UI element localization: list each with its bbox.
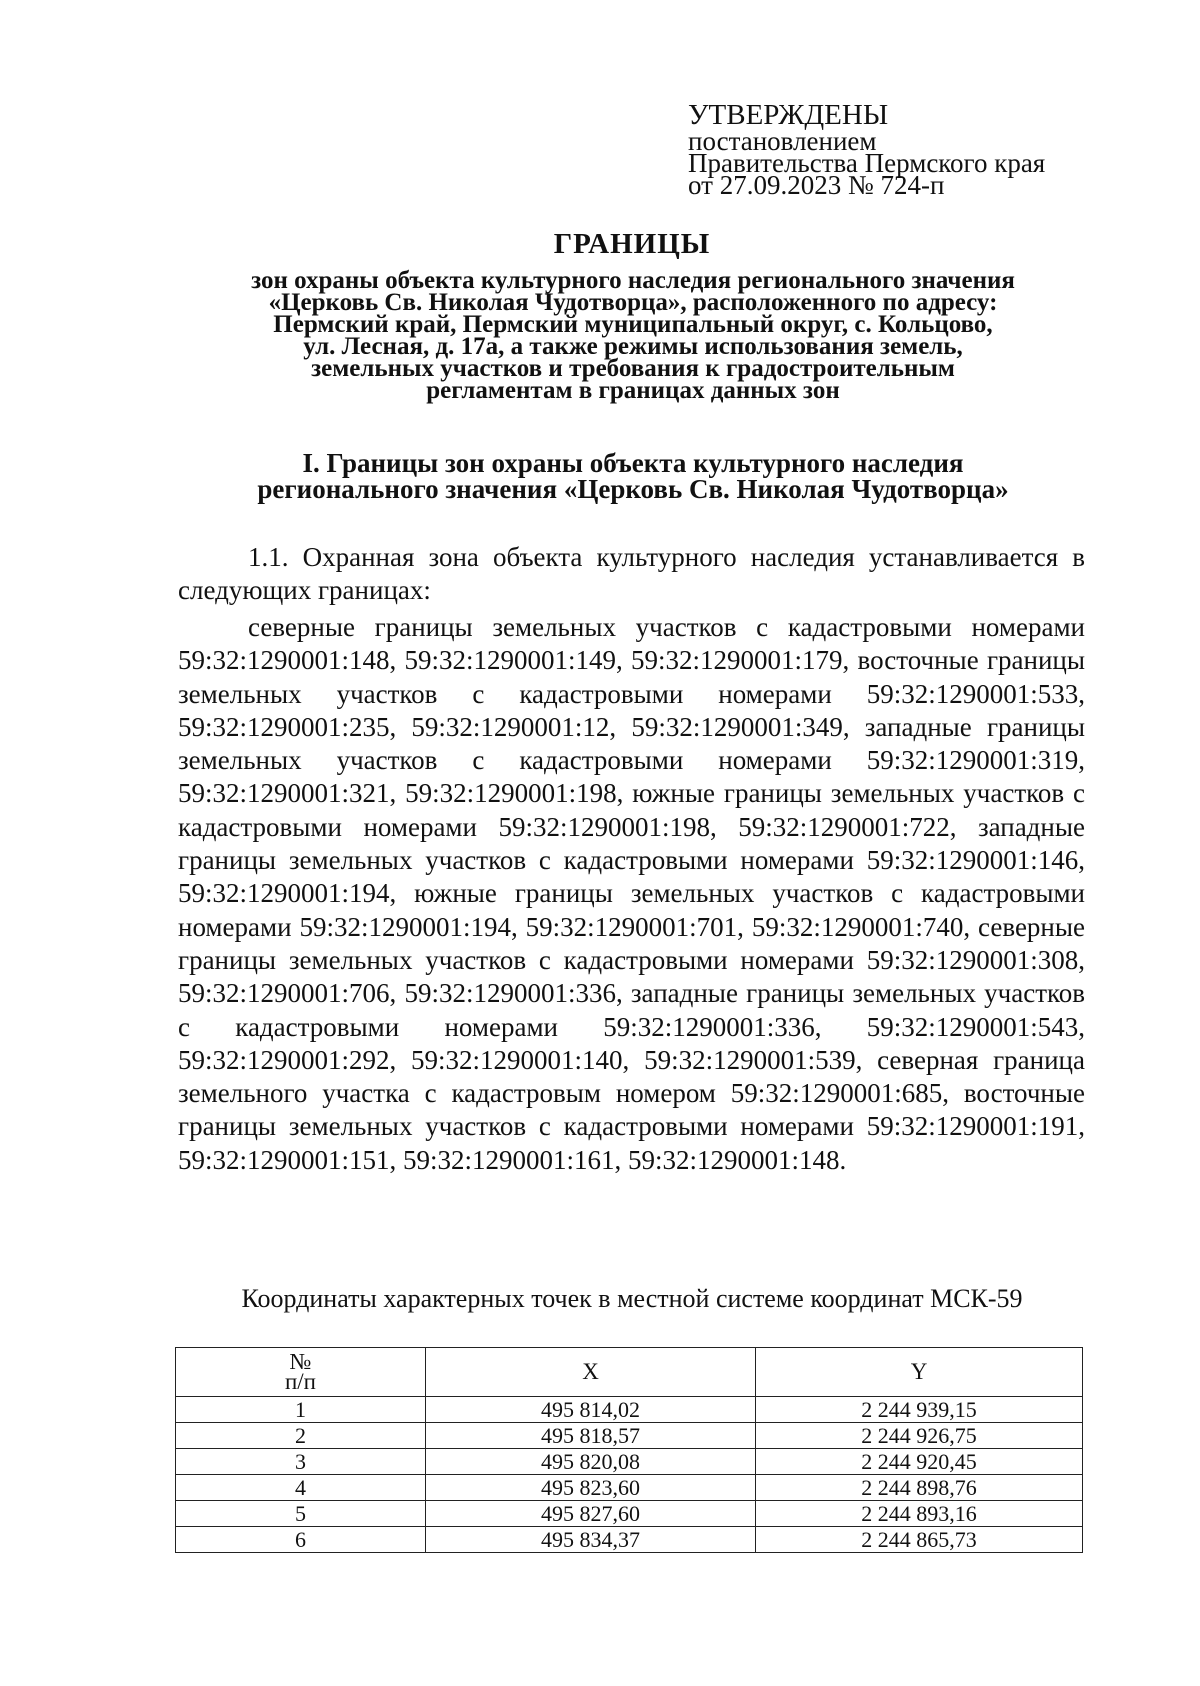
paragraph-boundaries [178, 611, 1085, 1177]
cell-x: 495 814,02 [426, 1397, 756, 1423]
table-row [176, 1423, 1083, 1449]
subtitle-line: зон охраны объекта культурного наследия регионального значения [251, 267, 1015, 294]
header-number [176, 1348, 426, 1397]
cell-y: 2 244 926,75 [756, 1423, 1083, 1449]
coordinates-table [175, 1347, 1083, 1553]
approval-line: постановлением [688, 126, 877, 156]
approval-heading: УТВЕРЖДЕНЫ [688, 99, 889, 131]
cell-y: 2 244 898,76 [756, 1475, 1083, 1501]
cell-number: 5 [176, 1501, 426, 1527]
cell-x: 495 834,37 [426, 1527, 756, 1553]
cell-y: 2 244 893,16 [756, 1501, 1083, 1527]
cell-y: 2 244 939,15 [756, 1397, 1083, 1423]
paragraph-text: северные границы земельных участков с кадастровыми номерами 59:32:1290001:148, 59:32:1290001:149, 59:32:1290001:179, восточные границы земельных участков с кадастровыми номерами 59:32:1290001:533, 59:32:1290001:235, 59:32:1290001:12, 59:32:1290001:349, западные границы земельных участков с кадастровыми номерами 59:32:1290001:319, 59:32:1290001:321, 59:32:1290001:198, южные границы земельных участков с кадастровыми номерами 59:32:1290001:198, 59:32:1290001:722, западные границы земельных участков с кадастровыми номерами 59:32:1290001:146, 59:32:1290001:194, южные границы земельных участков с кадастровыми номерами 59:32:1290001:194, 59:32:1290001:701, 59:32:1290001:740, северные границы земельных участков с кадастровыми номерами 59:32:1290001:308, 59:32:1290001:706, 59:32:1290001:336, западные границы земельных участков с кадастровыми номерами 59:32:1290001:336, 59:32:1290001:543, 59:32:1290001:292, 59:32:1290001:140, 59:32:1290001:539, северная граница земельного участка с кадастровым номером 59:32:1290001:685, восточные границы земельных участков с кадастровыми номерами 59:32:1290001:191, 59:32:1290001:151, 59:32:1290001:161, 59:32:1290001:148. [178, 612, 1085, 1175]
table-row [176, 1527, 1083, 1553]
document-title: ГРАНИЦЫ [553, 228, 711, 260]
cell-number: 2 [176, 1423, 426, 1449]
table-row [176, 1449, 1083, 1475]
cell-number: 6 [176, 1527, 426, 1553]
table-row [176, 1397, 1083, 1423]
cell-number: 1 [176, 1397, 426, 1423]
subtitle-line: земельных участков и требования к градостроительным [311, 355, 955, 382]
table-header-row [176, 1348, 1083, 1397]
paragraph-1-1 [178, 541, 1085, 608]
approval-date-number: от 27.09.2023 № 724-п [688, 170, 945, 200]
subtitle-line: ул. Лесная, д. 17а, а также режимы использования земель, [303, 333, 963, 360]
cell-x: 495 827,60 [426, 1501, 756, 1527]
table-row [176, 1501, 1083, 1527]
cell-y: 2 244 920,45 [756, 1449, 1083, 1475]
approval-line: Правительства Пермского края [688, 148, 1046, 178]
subtitle-line: Пермский край, Пермский муниципальный округ, с. Кольцово, [273, 311, 993, 338]
table-caption: Координаты характерных точек в местной системе координат МСК-59 [241, 1284, 1023, 1313]
section-heading-line: регионального значения «Церковь Св. Николая Чудотворца» [257, 474, 1009, 504]
subtitle-line: «Церковь Св. Николая Чудотворца», расположенного по адресу: [268, 289, 998, 316]
header-x: X [426, 1348, 756, 1397]
table-row [176, 1475, 1083, 1501]
cell-y: 2 244 865,73 [756, 1527, 1083, 1553]
cell-x: 495 818,57 [426, 1423, 756, 1449]
header-y: Y [756, 1348, 1083, 1397]
cell-x: 495 823,60 [426, 1475, 756, 1501]
paragraph-text: 1.1. Охранная зона объекта культурного наследия устанавливается в следующих границах: [178, 542, 1085, 606]
header-number-label: п/п [284, 1369, 316, 1394]
cell-number: 3 [176, 1449, 426, 1475]
document-subtitle [178, 267, 1088, 404]
subtitle-line: регламентам в границах данных зон [426, 377, 840, 404]
section-heading [178, 450, 1088, 502]
cell-number: 4 [176, 1475, 426, 1501]
header-number-symbol: № [289, 1349, 312, 1374]
section-heading-line: I. Границы зон охраны объекта культурного наследия [302, 448, 964, 478]
cell-x: 495 820,08 [426, 1449, 756, 1475]
approval-stamp [688, 99, 1046, 200]
